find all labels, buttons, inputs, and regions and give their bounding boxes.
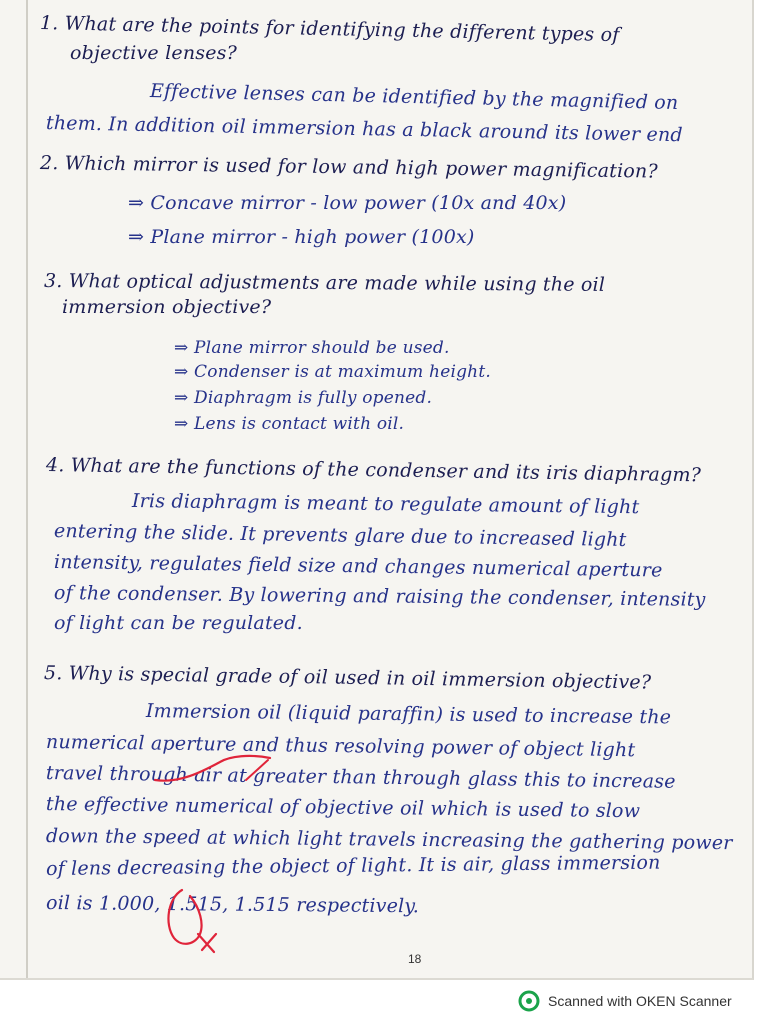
answer-5-line-3: travel through air at greater than through glass this to increase bbox=[45, 762, 676, 793]
question-1-line-2: objective lenses? bbox=[70, 42, 237, 64]
question-3-line-2: immersion objective? bbox=[62, 296, 272, 318]
answer-4-line-4: of the condenser. By lowering and raising the condenser, intensity bbox=[53, 582, 706, 611]
answer-5-line-6: of lens decreasing the object of light. It is air, glass immersion bbox=[45, 851, 661, 880]
margin-line bbox=[26, 0, 28, 978]
answer-5-line-5: down the speed at which light travels increasing the gathering power bbox=[45, 825, 733, 855]
answer-5-line-2: numerical aperture and thus resolving power of object light bbox=[45, 731, 636, 762]
answer-5-line-7: oil is 1.000, 1.515, 1.515 respectively. bbox=[45, 892, 420, 918]
answer-5-line-4: the effective numerical of objective oil which is used to slow bbox=[45, 793, 641, 823]
answer-3-item-1: ⇒ Plane mirror should be used. bbox=[174, 338, 450, 358]
scanner-watermark bbox=[518, 990, 732, 1012]
answer-4-line-1: Iris diaphragm is meant to regulate amount of light bbox=[131, 490, 640, 519]
answer-5-line-1: Immersion oil (liquid paraffin) is used to increase the bbox=[145, 700, 672, 729]
question-1-line-1: 1. What are the points for identifying the different types of bbox=[39, 12, 620, 47]
answer-2-item-2: ⇒ Plane mirror - high power (100x) bbox=[128, 226, 475, 248]
answer-4-line-2: entering the slide. It prevents glare due to increased light bbox=[53, 520, 627, 551]
answer-4-line-5: of light can be regulated. bbox=[54, 612, 303, 634]
question-2-line-1: 2. Which mirror is used for low and high power magnification? bbox=[39, 152, 658, 183]
oken-scanner-logo-icon bbox=[518, 990, 540, 1012]
answer-2-item-1: ⇒ Concave mirror - low power (10x and 40x) bbox=[128, 192, 567, 214]
answer-3-item-4: ⇒ Lens is contact with oil. bbox=[174, 414, 405, 434]
answer-1-line-1: Effective lenses can be identified by the magnified on bbox=[149, 80, 679, 114]
question-4-line-1: 4. What are the functions of the condenser and its iris diaphragm? bbox=[45, 454, 702, 487]
red-correction-underline bbox=[150, 740, 290, 790]
answer-3-item-2: ⇒ Condenser is at maximum height. bbox=[174, 362, 491, 382]
answer-4-line-3: intensity, regulates field size and changes numerical aperture bbox=[53, 551, 663, 582]
scanner-label: Scanned with OKEN Scanner bbox=[548, 993, 732, 1009]
question-5-line-1: 5. Why is special grade of oil used in oil immersion objective? bbox=[43, 662, 652, 694]
page-number: 18 bbox=[408, 952, 422, 966]
red-grading-mark-icon bbox=[160, 884, 224, 956]
question-3-line-1: 3. What optical adjustments are made while using the oil bbox=[43, 270, 606, 296]
answer-3-item-3: ⇒ Diaphragm is fully opened. bbox=[174, 388, 433, 408]
answer-1-line-2: them. In addition oil immersion has a black around its lower end bbox=[45, 112, 683, 147]
